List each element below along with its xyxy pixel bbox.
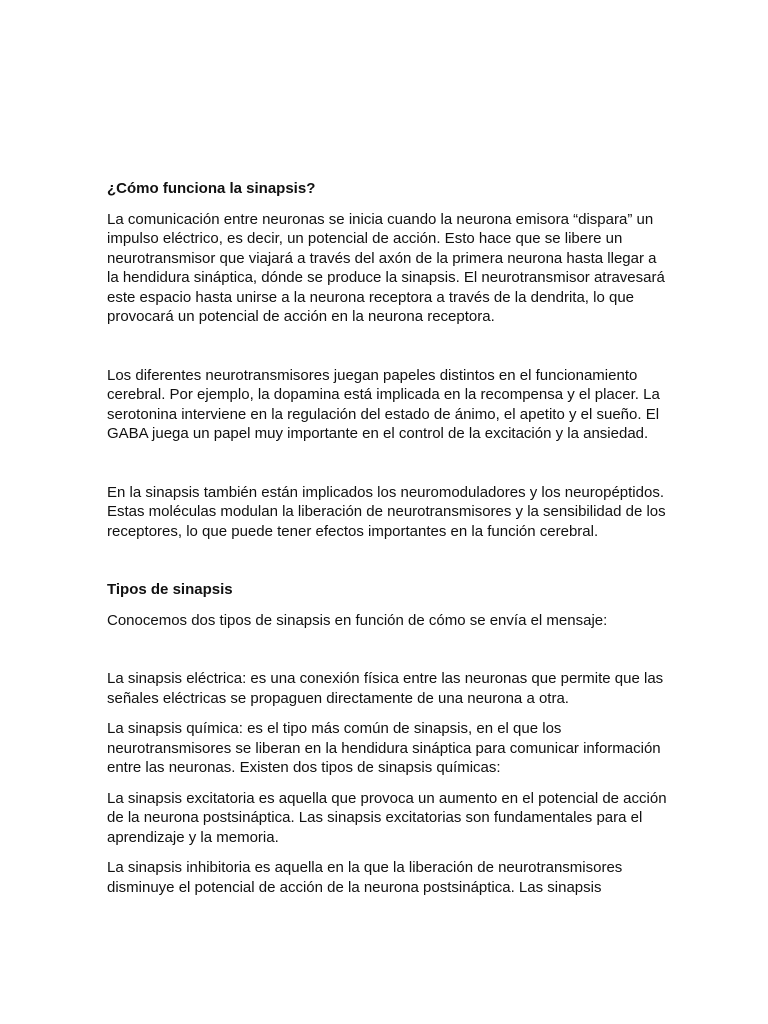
paragraph-sinapsis-quimica: La sinapsis química: es el tipo más común de sinapsis, en el que los neurotransmisores se liberan en la hendidura sináptica para comunicar información entre las neuronas. Existen dos tipos de sinapsis químicas: <box>107 720 661 776</box>
paragraph-sinapsis-electrica: La sinapsis eléctrica: es una conexión física entre las neuronas que permite que las señales eléctricas se propaguen directamente de una neurona a otra. <box>107 670 664 707</box>
section-heading-tipos: Tipos de sinapsis <box>107 581 233 598</box>
paragraph-comunicacion: La comunicación entre neuronas se inicia cuando la neurona emisora “dispara” un impulso eléctrico, es decir, un potencial de acción. Esto hace que se libere un neurotransmisor que viajará a través del axón de la primera neurona hasta llegar a la hendidura sináptica, dónde se produce la sinapsis. El neurotransmisor atravesará este espacio hasta unirse a la neurona receptora a través de la dendrita, lo que provocará un potencial de acción en la neurona receptora. <box>107 210 665 325</box>
paragraph-neuromoduladores: En la sinapsis también están implicados los neuromoduladores y los neuropéptidos. Estas moléculas modulan la liberación de neurotransmisores y la sensibilidad de los receptores, lo que puede tener efectos importantes en la función cerebral. <box>107 483 666 540</box>
document-body <box>107 179 667 897</box>
section-heading-sinapsis: ¿Cómo funciona la sinapsis? <box>107 180 316 197</box>
paragraph-sinapsis-inhibitoria: La sinapsis inhibitoria es aquella en la que la liberación de neurotransmisores disminuye el potencial de acción de la neurona postsináptica. Las sinapsis <box>107 859 623 896</box>
paragraph-tipos-intro: Conocemos dos tipos de sinapsis en función de cómo se envía el mensaje: <box>107 611 608 629</box>
paragraph-neurotransmisores: Los diferentes neurotransmisores juegan papeles distintos en el funcionamiento cerebral. Por ejemplo, la dopamina está implicada en la recompensa y el placer. La serotonina interviene en la regulación del estado de ánimo, el apetito y el sueño. El GABA juega un papel muy importante en el control de la excitación y la ansiedad. <box>107 366 660 442</box>
paragraph-sinapsis-excitatoria: La sinapsis excitatoria es aquella que provoca un aumento en el potencial de acción de la neurona postsináptica. Las sinapsis excitatorias son fundamentales para el aprendizaje y la memoria. <box>107 789 667 846</box>
